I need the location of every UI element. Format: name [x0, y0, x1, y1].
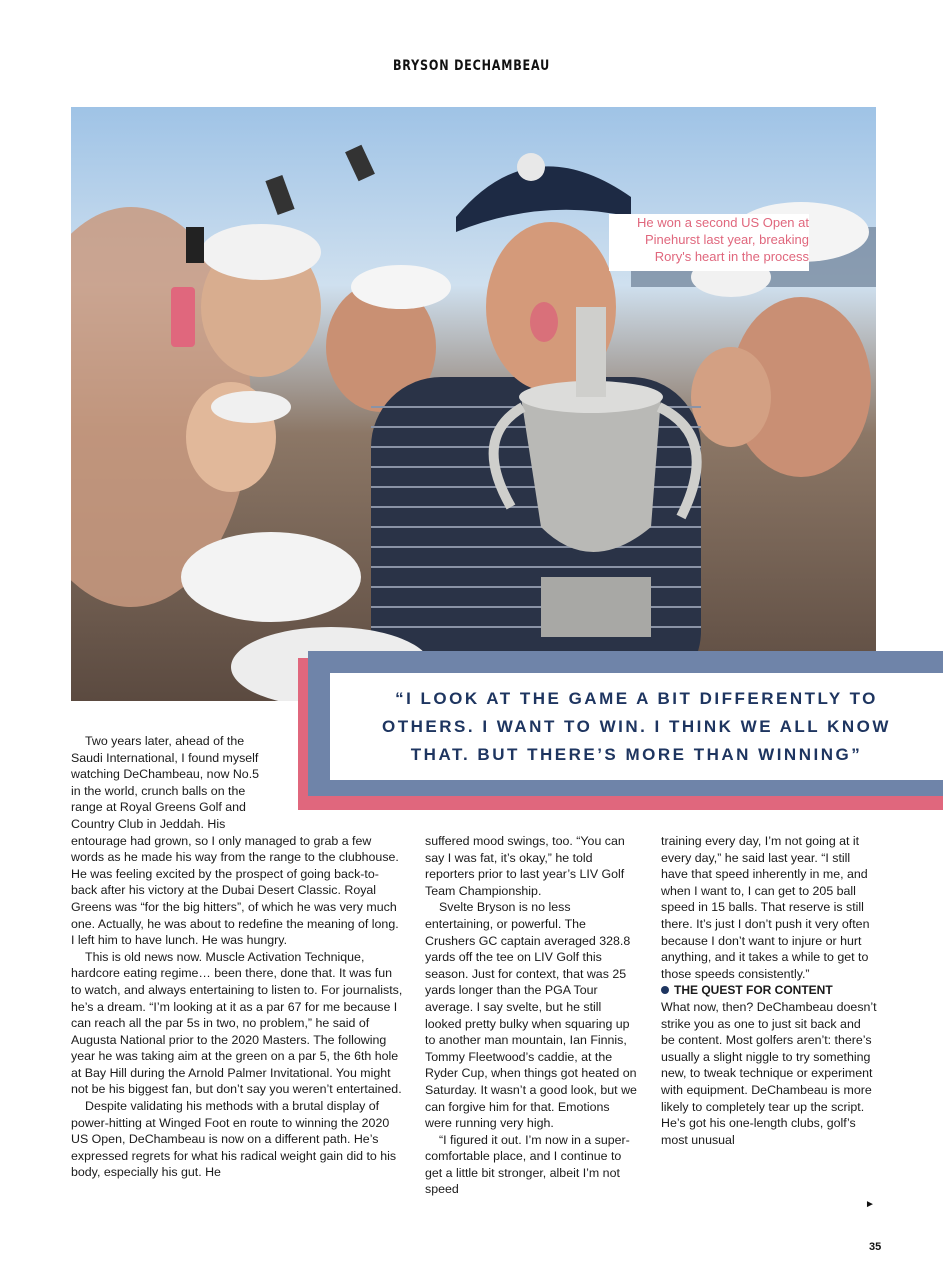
- photo-illustration: [71, 107, 876, 701]
- pull-quote-panel: [330, 673, 943, 780]
- col1-line-5: range at Royal Greens Golf and: [71, 800, 246, 815]
- col1-intro-wrap: [71, 733, 296, 833]
- pull-quote-text: “I LOOK AT THE GAME A BIT DIFFERENTLY TO OTHERS. I WANT TO WIN. I THINK WE ALL KNOW THAT. BUT THERE’S MORE THAN WINNING”: [382, 688, 891, 764]
- col1-line-3: watching DeChambeau, now No.5: [71, 767, 260, 782]
- col3-paragraph-1: training every day, I’m not going at it every day,” he said last year. “I still have that speed inherently in me, and when I want to, I can get to 205 ball speed in 15 balls. That reserve is still there. It’s just I don’t push it very often because I don’t want to injure or hurt anything, and it takes a while to get to those speeds consistently.”: [661, 834, 870, 981]
- col1-line-2: Saudi International, I found myself: [71, 750, 259, 765]
- continue-arrow-icon: ►: [865, 1199, 875, 1210]
- col3-paragraph-2: What now, then? DeChambeau doesn’t strike you as one to just sit back and be content. Most golfers aren’t: there’s usually a slight niggle to try something new, to tweak technique or experiment with equipment. DeChambeau is more likely to completely tear up the script. He’s got his one-length clubs, golf’s most unusual: [661, 999, 877, 1147]
- running-title: BRYSON DECHAMBEAU: [392, 58, 551, 74]
- col2-paragraph-2: Svelte Bryson is no less entertaining, or powerful. The Crushers GC captain averaged 328.8 yards off the tee on LIV Golf this season. Just for context, that was 25 yards longer than the PGA Tour average. I say svelte, but he still looked pretty bulky when squaring up to another man mountain, Ian Finnis, Tommy Fleetwood’s caddie, at the Ryder Cup, when things got heated on Saturday. It wasn’t a good look, but we can forgive him for that. Emotions were running very high.: [425, 900, 637, 1131]
- col2-paragraph-1: suffered mood swings, too. “You can say I was fat, it’s okay,” he told reporters prior to last year’s LIV Golf Team Championship.: [425, 834, 625, 898]
- article-column-2: [425, 833, 637, 1198]
- col1-paragraph-3: Despite validating his methods with a brutal display of power-hitting at Winged Foot en route to winning the 2020 US Open, DeChambeau is now on a different path. He’s expressed regrets for what his radical weight gain did to his body, especially his gut. He: [71, 1099, 397, 1180]
- col1-line-6: Country Club in Jeddah. His: [71, 816, 226, 831]
- col2-paragraph-3: “I figured it out. I’m now in a super-comfortable place, and I continue to get a little bit stronger, albeit I’m not speed: [425, 1132, 630, 1197]
- photo-caption: He won a second US Open at Pinehurst last year, breaking Rory's heart in the process: [609, 214, 809, 271]
- bullet-dot-icon: [661, 986, 669, 994]
- col1-paragraph-1-rest: entourage had grown, so I only managed to grab a few words as he made his way from the range to the clubhouse. He was feeling excited by the prospect of going back-to-back after his victory at the Dubai Desert Classic. Royal Greens was “for the big hitters”, of which he was very much one. Actually, he was about to redefine the meaning of long. I left him to have lunch. He was hungry.: [71, 833, 399, 948]
- hero-photo: [71, 107, 876, 701]
- article-column-1: [71, 733, 405, 1181]
- article-column-3: [661, 833, 877, 1148]
- col1-paragraph-2: This is old news now. Muscle Activation Technique, hardcore eating regime… been there, done that. It was fun to watch, and always entertaining to listen to. For journalists, he’s a dream. “I’m looking at it as a par 67 for me because I can reach all the par 5s in two, no problem,” he said of Augusta National prior to the 2020 Masters. The following year he was taking aim at the green on a par 5, the 6th hole at Bay Hill during the Arnold Palmer Invitational. You might not be his biggest fan, but don’t say you weren’t entertained.: [71, 949, 403, 1097]
- section-subhead: [661, 982, 877, 999]
- col1-line-4: in the world, crunch balls on the: [71, 783, 246, 798]
- page-number: 35: [869, 1241, 882, 1253]
- subhead-text: THE QUEST FOR CONTENT: [674, 983, 833, 998]
- col1-line-1: Two years later, ahead of the: [85, 734, 245, 748]
